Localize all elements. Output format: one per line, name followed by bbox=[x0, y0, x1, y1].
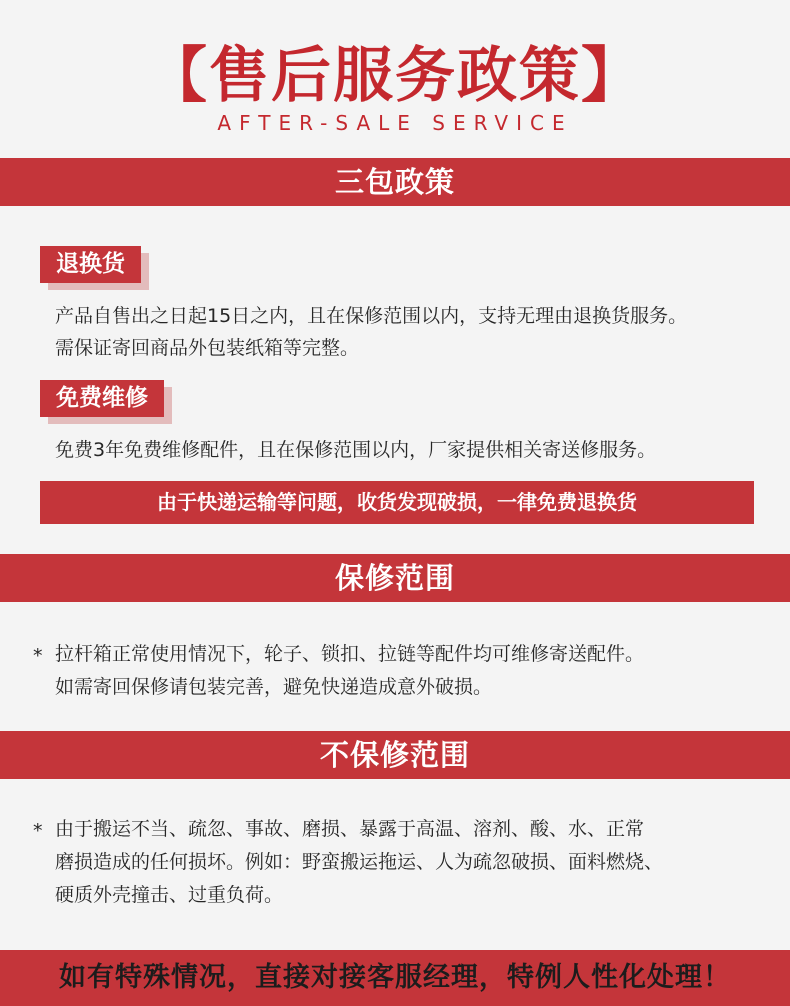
section-heading-non-warranty-scope: 不保修范围 bbox=[0, 731, 790, 779]
warranty-scope-line: 拉杆箱正常使用情况下，轮子、锁扣、拉链等配件均可维修寄送配件。 bbox=[55, 643, 645, 665]
non-warranty-scope-text bbox=[55, 813, 775, 912]
page-subtitle: AFTER-SALE SERVICE bbox=[217, 111, 573, 135]
non-warranty-scope-line: 磨损造成的任何损坏。例如：野蛮搬运拖运、人为疏忽破损、面料燃烧、 bbox=[55, 851, 664, 873]
free-repair-text bbox=[55, 434, 785, 466]
special-case-footer: 如有特殊情况，直接对接客服经理，特例人性化处理！ bbox=[0, 950, 790, 1006]
return-exchange-text bbox=[55, 300, 785, 364]
return-exchange-line: 需保证寄回商品外包装纸箱等完整。 bbox=[55, 337, 360, 359]
free-repair-line: 免费3年免费维修配件，且在保修范围以内，厂家提供相关寄送修服务。 bbox=[55, 439, 657, 461]
return-exchange-tag: 退换货 bbox=[40, 246, 141, 283]
bullet-star: * bbox=[33, 645, 43, 667]
page-title: 【售后服务政策】 bbox=[147, 41, 643, 111]
non-warranty-scope-line: 硬质外壳撞击、过重负荷。 bbox=[55, 884, 284, 906]
warranty-scope-line: 如需寄回保修请包装完善，避免快递造成意外破损。 bbox=[55, 676, 493, 698]
section-heading-three-guarantees: 三包政策 bbox=[0, 158, 790, 206]
section-heading-warranty-scope: 保修范围 bbox=[0, 554, 790, 602]
non-warranty-scope-line: 由于搬运不当、疏忽、事故、磨损、暴露于高温、溶剂、酸、水、正常 bbox=[55, 818, 645, 840]
bullet-star: * bbox=[33, 820, 43, 842]
free-repair-tag: 免费维修 bbox=[40, 380, 164, 417]
return-exchange-line: 产品自售出之日起15日之内，且在保修范围以内，支持无理由退换货服务。 bbox=[55, 305, 688, 327]
damage-notice-banner: 由于快递运输等问题，收货发现破损，一律免费退换货 bbox=[40, 481, 754, 524]
warranty-scope-text bbox=[55, 638, 775, 704]
